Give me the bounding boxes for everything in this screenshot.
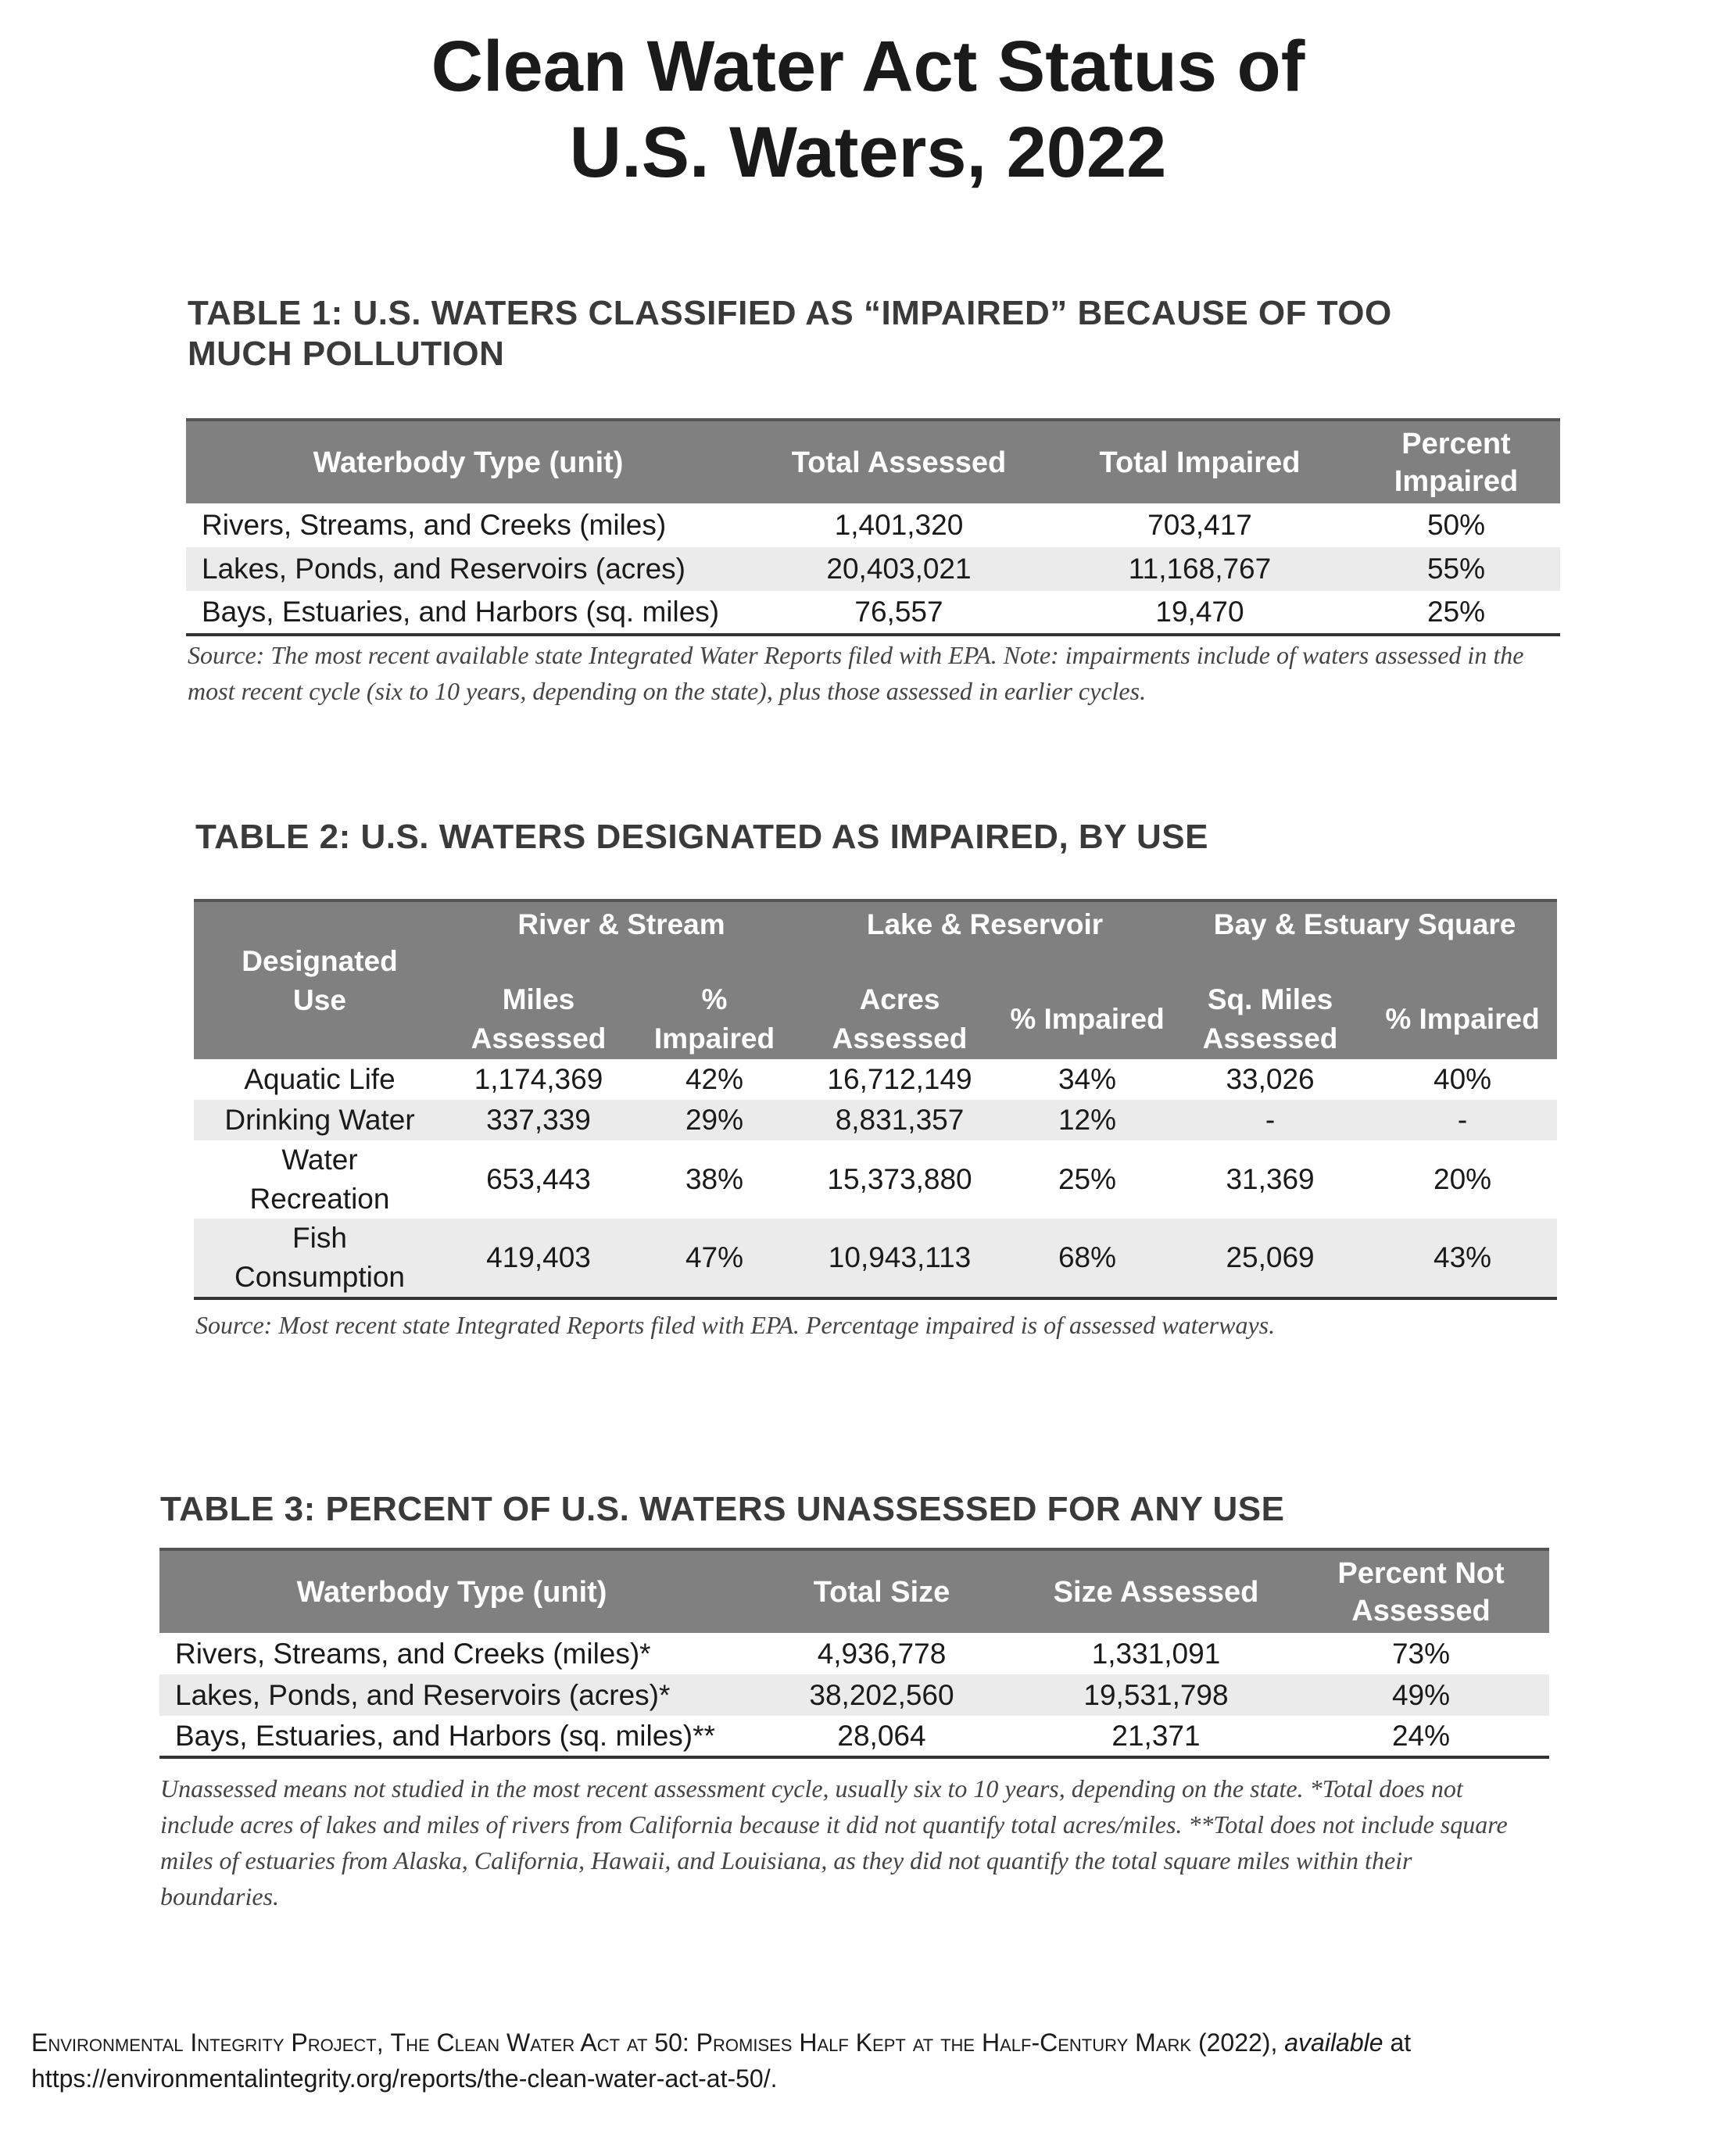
table1-heading-line1: TABLE 1: U.S. WATERS CLASSIFIED AS “IMPAIRED” BECAUSE OF TOO bbox=[188, 294, 1392, 332]
table-cell: 10,943,113 bbox=[797, 1219, 1002, 1298]
table-cell: 1,331,091 bbox=[1091, 1637, 1221, 1670]
table2-sub-header: % Impaired bbox=[632, 979, 797, 1059]
table-row bbox=[186, 503, 1560, 547]
table-cell: 47% bbox=[632, 1219, 797, 1298]
table-row bbox=[159, 1674, 1549, 1716]
table1-source-note: Source: The most recent available state Integrated Water Reports filed with EPA. Note: impairments include of waters assessed in the most recent cycle (six to 10 years, depending on the state), plus those assessed in earlier cycles. bbox=[188, 641, 1524, 705]
table-cell: 73% bbox=[1391, 1637, 1451, 1670]
table-cell: Lakes, Ponds, and Reservoirs (acres) bbox=[186, 547, 750, 591]
citation-year: (2022), bbox=[1191, 2028, 1285, 2057]
table-cell: 25,069 bbox=[1172, 1219, 1368, 1298]
table-cell: Drinking Water bbox=[194, 1100, 446, 1140]
table-cell: 40% bbox=[1434, 1063, 1492, 1095]
citation-available: available bbox=[1284, 2028, 1383, 2057]
table2-group-header: Bay & Estuary Square bbox=[1172, 901, 1557, 979]
table2-sub-header: % Impaired bbox=[1368, 979, 1557, 1059]
table1-col-header: Total Assessed bbox=[750, 420, 1047, 503]
table-cell: 19,470 bbox=[1047, 591, 1352, 635]
table-cell: 34% bbox=[1058, 1063, 1117, 1095]
table1-col-header: Percent Impaired bbox=[1352, 420, 1560, 503]
table2-group-header-row bbox=[194, 901, 1557, 979]
table-cell: 337,339 bbox=[446, 1100, 632, 1140]
table-cell: 16,712,149 bbox=[827, 1063, 972, 1095]
table-cell: 419,403 bbox=[446, 1219, 632, 1298]
table-cell: Rivers, Streams, and Creeks (miles) bbox=[202, 509, 667, 541]
table-cell: 24% bbox=[1293, 1716, 1549, 1757]
table-cell: Rivers, Streams, and Creeks (miles)* bbox=[175, 1637, 651, 1670]
table-cell: 43% bbox=[1368, 1219, 1557, 1298]
table-row bbox=[186, 547, 1560, 591]
table1-col-header: Waterbody Type (unit) bbox=[186, 420, 750, 503]
table2-use-header: Designated Use bbox=[194, 901, 446, 1059]
table-cell: 15,373,880 bbox=[827, 1163, 972, 1195]
citation-publisher: Environmental Integrity Project bbox=[31, 2028, 377, 2057]
table3-col-header: Waterbody Type (unit) bbox=[159, 1549, 744, 1633]
table-cell: 31,369 bbox=[1226, 1163, 1315, 1195]
table1-heading bbox=[188, 293, 1392, 374]
table-cell: 42% bbox=[685, 1063, 744, 1095]
table3-col-header: Percent Not Assessed bbox=[1293, 1549, 1549, 1633]
table3-header-row bbox=[159, 1549, 1549, 1633]
page-title bbox=[0, 23, 1736, 195]
citation-at: at bbox=[1383, 2028, 1412, 2057]
table-cell: Water Recreation bbox=[249, 1144, 390, 1215]
table-cell: 33,026 bbox=[1226, 1063, 1315, 1095]
table-cell: 20% bbox=[1434, 1163, 1492, 1195]
table-cell: 19,531,798 bbox=[1019, 1674, 1293, 1716]
citation-separator: , bbox=[376, 2028, 391, 2057]
table-cell: 55% bbox=[1352, 547, 1560, 591]
table-cell: 703,417 bbox=[1147, 509, 1252, 541]
table-row bbox=[194, 1219, 1557, 1298]
page-title-line2: U.S. Waters, 2022 bbox=[569, 113, 1167, 192]
table-cell: 68% bbox=[1002, 1219, 1172, 1298]
table-cell: Fish Consumption bbox=[194, 1219, 446, 1298]
table2-sub-header: % Impaired bbox=[1002, 979, 1172, 1059]
citation bbox=[31, 2025, 1704, 2096]
table-cell: Aquatic Life bbox=[244, 1063, 396, 1095]
table2 bbox=[194, 899, 1557, 1300]
table3-source-note: Unassessed means not studied in the most recent assessment cycle, usually six to 10 years, depending on the state. *Total does not include acres of lakes and miles of rivers from California because it did not quantify total acres/miles. **Total does not include square miles of estuaries from Alaska, California, Hawaii, and Louisiana, as they did not quantify the total square miles within their boundaries. bbox=[160, 1774, 1508, 1910]
table2-group-header: Lake & Reservoir bbox=[797, 901, 1172, 979]
table-cell: 38% bbox=[685, 1163, 744, 1195]
table2-group-header: River & Stream bbox=[446, 901, 797, 979]
table2-sub-header: Miles Assessed bbox=[446, 979, 632, 1059]
table3-col-header: Size Assessed bbox=[1019, 1549, 1293, 1633]
table-row bbox=[194, 1100, 1557, 1140]
table-cell: 12% bbox=[1002, 1100, 1172, 1140]
table3-heading: TABLE 3: PERCENT OF U.S. WATERS UNASSESSED FOR ANY USE bbox=[160, 1490, 1285, 1528]
table-cell: 38,202,560 bbox=[744, 1674, 1019, 1716]
table-cell: - bbox=[1368, 1100, 1557, 1140]
page-title-line1: Clean Water Act Status of bbox=[431, 27, 1305, 106]
table-cell: 1,401,320 bbox=[834, 509, 964, 541]
table-row bbox=[186, 591, 1560, 635]
table-cell: 49% bbox=[1293, 1674, 1549, 1716]
table2-source-note: Source: Most recent state Integrated Reports filed with EPA. Percentage impaired is of assessed waterways. bbox=[195, 1311, 1276, 1339]
table3-col-header: Total Size bbox=[744, 1549, 1019, 1633]
table-cell: Bays, Estuaries, and Harbors (sq. miles) bbox=[186, 591, 750, 635]
table1-header-row bbox=[186, 420, 1560, 503]
table3 bbox=[159, 1548, 1549, 1759]
table-cell: 29% bbox=[632, 1100, 797, 1140]
table1-col-header: Total Impaired bbox=[1047, 420, 1352, 503]
table1 bbox=[186, 418, 1560, 636]
table-cell: 8,831,357 bbox=[797, 1100, 1002, 1140]
table-cell: 25% bbox=[1352, 591, 1560, 635]
table-row bbox=[159, 1716, 1549, 1757]
table-row bbox=[194, 1140, 1557, 1219]
table-cell: 653,443 bbox=[486, 1163, 591, 1195]
citation-url: https://environmentalintegrity.org/reports/the-clean-water-act-at-50/. bbox=[31, 2064, 778, 2093]
table-row bbox=[159, 1633, 1549, 1674]
table-cell: 50% bbox=[1426, 509, 1486, 541]
table-cell: 76,557 bbox=[750, 591, 1047, 635]
table-cell: 11,168,767 bbox=[1047, 547, 1352, 591]
table2-sub-header: Acres Assessed bbox=[797, 979, 1002, 1059]
table-cell: 4,936,778 bbox=[817, 1637, 947, 1670]
table2-heading: TABLE 2: U.S. WATERS DESIGNATED AS IMPAIRED, BY USE bbox=[195, 818, 1208, 856]
table-cell: 20,403,021 bbox=[750, 547, 1047, 591]
table-cell: 28,064 bbox=[744, 1716, 1019, 1757]
table-cell: Bays, Estuaries, and Harbors (sq. miles)** bbox=[159, 1716, 744, 1757]
table-cell: - bbox=[1172, 1100, 1368, 1140]
table-cell: Lakes, Ponds, and Reservoirs (acres)* bbox=[159, 1674, 744, 1716]
table-row bbox=[194, 1059, 1557, 1100]
table-cell: 21,371 bbox=[1019, 1716, 1293, 1757]
table-cell: 25% bbox=[1058, 1163, 1117, 1195]
table2-sub-header: Sq. Miles Assessed bbox=[1172, 979, 1368, 1059]
table1-heading-line2: MUCH POLLUTION bbox=[188, 335, 505, 373]
table-cell: 1,174,369 bbox=[474, 1063, 603, 1095]
citation-work-title: The Clean Water Act at 50: Promises Half Kept at the Half-Century Mark bbox=[390, 2028, 1192, 2057]
